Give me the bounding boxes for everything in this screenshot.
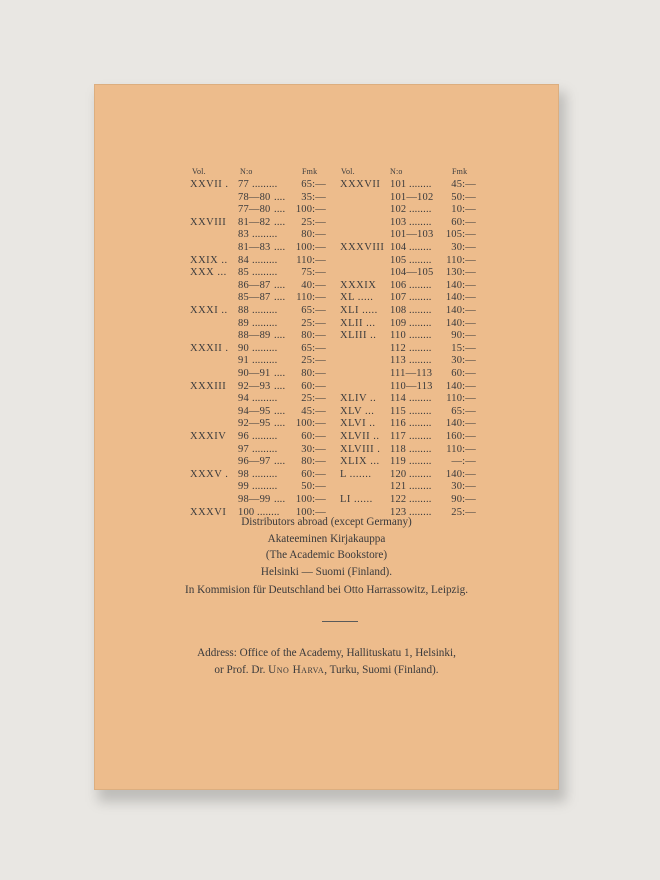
leader-dots: .... bbox=[274, 368, 285, 379]
leader-dots: .... bbox=[274, 279, 285, 291]
volume-label: XL ..... bbox=[340, 292, 374, 304]
volume-label: XXXVI bbox=[190, 506, 227, 518]
leader-dots: ........ bbox=[409, 330, 432, 342]
price-value: 105:— bbox=[445, 229, 476, 241]
price-value: 80:— bbox=[301, 456, 326, 468]
price-value: 45:— bbox=[301, 405, 326, 417]
left-header-fmk: Fmk bbox=[302, 167, 318, 176]
issue-number: 123 bbox=[390, 506, 407, 518]
price-value: 80:— bbox=[301, 229, 326, 241]
issue-number: 102 bbox=[390, 204, 407, 216]
price-value: 110:— bbox=[296, 292, 326, 304]
leader-dots: .... bbox=[274, 418, 285, 430]
price-value: 25:— bbox=[301, 317, 326, 329]
volume-label: XLIX ... bbox=[340, 456, 380, 468]
leader-dots: ........ bbox=[409, 494, 432, 505]
price-value: 30:— bbox=[451, 242, 476, 253]
issue-number: 88 bbox=[238, 305, 249, 316]
issue-number: 88—89 bbox=[238, 330, 271, 342]
price-value: 25:— bbox=[451, 506, 476, 518]
issue-number: 100 bbox=[238, 506, 255, 518]
leader-dots: ......... bbox=[252, 443, 278, 455]
price-value: 100:— bbox=[295, 242, 326, 253]
price-value: 75:— bbox=[301, 267, 326, 279]
volume-label: XLVIII . bbox=[340, 443, 381, 455]
leader-dots: .... bbox=[274, 242, 285, 253]
right-header-no: N:o bbox=[390, 167, 403, 176]
issue-number: 98—99 bbox=[238, 494, 271, 505]
leader-dots: ......... bbox=[252, 305, 278, 316]
price-value: 65:— bbox=[301, 342, 326, 354]
leader-dots: ........ bbox=[409, 216, 432, 228]
price-value: 110:— bbox=[446, 254, 476, 266]
leader-dots: .... bbox=[274, 216, 285, 228]
leader-dots: ........ bbox=[409, 254, 432, 266]
volume-label: XXXII . bbox=[190, 342, 229, 354]
leader-dots: ......... bbox=[252, 342, 278, 354]
price-value: 80:— bbox=[301, 368, 326, 379]
price-value: 100:— bbox=[295, 418, 326, 430]
leader-dots: ........ bbox=[409, 355, 432, 367]
issue-number: 109 bbox=[390, 317, 407, 329]
issue-number: 116 bbox=[390, 418, 406, 430]
issue-number: 113 bbox=[390, 355, 406, 367]
issue-number: 96 bbox=[238, 431, 249, 442]
issue-number: 83 bbox=[238, 229, 249, 241]
price-value: 140:— bbox=[445, 292, 476, 304]
price-value: 140:— bbox=[445, 418, 476, 430]
address-line-2 bbox=[94, 662, 559, 679]
issue-number: 107 bbox=[390, 292, 407, 304]
issue-number: 112 bbox=[390, 342, 406, 354]
issue-number: 122 bbox=[390, 494, 407, 505]
leader-dots: ......... bbox=[252, 481, 278, 493]
price-value: 160:— bbox=[445, 431, 476, 442]
price-value: 25:— bbox=[301, 393, 326, 405]
issue-number: 90—91 bbox=[238, 368, 271, 379]
volume-label: XXXIII bbox=[190, 380, 227, 392]
price-value: 45:— bbox=[451, 179, 476, 190]
price-value: 40:— bbox=[301, 279, 326, 291]
volume-label: XXXV . bbox=[190, 468, 229, 480]
volume-label: XLVI .. bbox=[340, 418, 376, 430]
price-value: 140:— bbox=[445, 279, 476, 291]
volume-label: XLI ..... bbox=[340, 305, 378, 316]
volume-label: XLV ... bbox=[340, 405, 375, 417]
leader-dots: ......... bbox=[252, 317, 278, 329]
issue-number: 117 bbox=[390, 431, 406, 442]
price-value: 15:— bbox=[451, 342, 476, 354]
leader-dots: .... bbox=[274, 380, 285, 392]
price-value: 65:— bbox=[301, 305, 326, 316]
price-value: 30:— bbox=[301, 443, 326, 455]
left-header-vol: Vol. bbox=[192, 167, 206, 176]
leader-dots: .... bbox=[274, 456, 285, 468]
leader-dots: ........ bbox=[409, 481, 432, 493]
back-cover bbox=[94, 84, 559, 790]
issue-number: 108 bbox=[390, 305, 407, 316]
price-value: 110:— bbox=[296, 254, 326, 266]
issue-number: 77—80 bbox=[238, 204, 271, 216]
volume-label: XXIX .. bbox=[190, 254, 228, 266]
volume-label: XLII ... bbox=[340, 317, 376, 329]
issue-number: 110 bbox=[390, 330, 406, 342]
issue-number: 85 bbox=[238, 267, 249, 279]
leader-dots: ........ bbox=[409, 418, 432, 430]
issue-number: 106 bbox=[390, 279, 407, 291]
leader-dots: .... bbox=[274, 191, 285, 203]
leader-dots: ......... bbox=[252, 393, 278, 405]
price-value: 140:— bbox=[445, 317, 476, 329]
volume-label: XXVII . bbox=[190, 179, 229, 190]
volume-label: XXXVIII bbox=[340, 242, 385, 253]
issue-number: 115 bbox=[390, 405, 406, 417]
issue-number: 121 bbox=[390, 481, 407, 493]
issue-number: 120 bbox=[390, 468, 407, 480]
price-value: 140:— bbox=[445, 468, 476, 480]
issue-number: 104 bbox=[390, 242, 407, 253]
volume-label: XXX ... bbox=[190, 267, 227, 279]
leader-dots: ......... bbox=[252, 179, 278, 190]
price-value: 25:— bbox=[301, 216, 326, 228]
issue-number: 96—97 bbox=[238, 456, 271, 468]
address-prefix: or Prof. Dr. bbox=[214, 663, 266, 676]
price-value: 80:— bbox=[301, 330, 326, 342]
price-value: 90:— bbox=[451, 494, 476, 505]
price-value: 25:— bbox=[301, 355, 326, 367]
right-header-fmk: Fmk bbox=[452, 167, 468, 176]
distributor-name-english: (The Academic Bookstore) bbox=[265, 549, 388, 561]
price-table bbox=[94, 84, 559, 518]
leader-dots: ........ bbox=[409, 468, 432, 480]
issue-number: 77 bbox=[238, 179, 249, 190]
leader-dots: ........ bbox=[409, 431, 432, 442]
issue-number: 81—83 bbox=[238, 242, 271, 253]
leader-dots: .... bbox=[274, 494, 285, 505]
issue-number: 101—103 bbox=[390, 229, 434, 241]
kommission-line: In Kommision für Deutschland bei Otto Harrassowitz, Leipzig. bbox=[184, 584, 469, 596]
divider-rule bbox=[322, 621, 358, 622]
issue-number: 97 bbox=[238, 443, 249, 455]
issue-number: 105 bbox=[390, 254, 407, 266]
issue-number: 92—95 bbox=[238, 418, 271, 430]
issue-number: 81—82 bbox=[238, 216, 271, 228]
leader-dots: ........ bbox=[409, 456, 432, 468]
issue-number: 114 bbox=[390, 393, 406, 405]
right-header-vol: Vol. bbox=[341, 167, 355, 176]
volume-label: XXXI .. bbox=[190, 305, 228, 316]
price-value: 60:— bbox=[301, 468, 326, 480]
leader-dots: ........ bbox=[409, 305, 432, 316]
distributor-name: Akateeminen Kirjakauppa bbox=[267, 532, 386, 545]
issue-number: 84 bbox=[238, 254, 249, 266]
leader-dots: .... bbox=[274, 330, 285, 342]
issue-number: 78—80 bbox=[238, 191, 271, 203]
price-value: 130:— bbox=[445, 267, 476, 279]
price-value: 60:— bbox=[451, 216, 476, 228]
leader-dots: ........ bbox=[409, 317, 432, 329]
leader-dots: ........ bbox=[409, 405, 432, 417]
contact-name: Uno Harva bbox=[268, 663, 325, 676]
volume-label: XLIV .. bbox=[340, 393, 377, 405]
price-value: 60:— bbox=[301, 380, 326, 392]
issue-number: 90 bbox=[238, 342, 249, 354]
issue-number: 89 bbox=[238, 317, 249, 329]
issue-number: 86—87 bbox=[238, 279, 271, 291]
volume-label: L ....... bbox=[340, 468, 372, 480]
issue-number: 110—113 bbox=[390, 380, 433, 392]
leader-dots: ......... bbox=[252, 431, 278, 442]
leader-dots: ........ bbox=[409, 506, 432, 518]
price-value: 100:— bbox=[295, 204, 326, 216]
leader-dots: ........ bbox=[257, 506, 280, 518]
price-value: 65:— bbox=[301, 179, 326, 190]
leader-dots: ......... bbox=[252, 229, 278, 241]
volume-label: XXXIX bbox=[340, 279, 377, 291]
issue-number: 98 bbox=[238, 468, 249, 480]
price-value: 50:— bbox=[451, 191, 476, 203]
issue-number: 94—95 bbox=[238, 405, 271, 417]
address-line-1: Address: Office of the Academy, Hallituskatu 1, Helsinki, bbox=[197, 647, 456, 659]
volume-label: XXVIII bbox=[190, 216, 227, 228]
address-suffix: , Turku, Suomi (Finland). bbox=[324, 663, 439, 676]
issue-number: 92—93 bbox=[238, 380, 271, 392]
price-value: 90:— bbox=[451, 330, 476, 342]
volume-label: XLVII .. bbox=[340, 431, 380, 442]
price-value: 60:— bbox=[301, 431, 326, 442]
leader-dots: ........ bbox=[409, 342, 432, 354]
distributors-block bbox=[94, 514, 559, 580]
issue-number: 101—102 bbox=[390, 191, 434, 203]
price-value: 10:— bbox=[451, 204, 476, 216]
price-value: 65:— bbox=[451, 405, 476, 417]
volume-label: XXXIV bbox=[190, 431, 227, 442]
issue-number: 94 bbox=[238, 393, 249, 405]
distributors-heading: Distributors abroad (except Germany) bbox=[241, 516, 412, 528]
leader-dots: ........ bbox=[409, 393, 432, 405]
price-value: 110:— bbox=[446, 393, 476, 405]
leader-dots: ......... bbox=[252, 468, 278, 480]
leader-dots: ........ bbox=[409, 179, 432, 190]
leader-dots: ......... bbox=[252, 267, 278, 279]
price-value: 30:— bbox=[451, 355, 476, 367]
price-value: 30:— bbox=[451, 481, 476, 493]
volume-label: XXXVII bbox=[340, 179, 381, 190]
volume-label: XLIII .. bbox=[340, 330, 377, 342]
leader-dots: .... bbox=[274, 405, 285, 417]
price-value: 100:— bbox=[295, 506, 326, 518]
leader-dots: ......... bbox=[252, 254, 278, 266]
leader-dots: ........ bbox=[409, 279, 432, 291]
price-value: 110:— bbox=[446, 443, 476, 455]
address-block bbox=[94, 645, 559, 678]
leader-dots: ........ bbox=[409, 242, 432, 253]
price-value: —:— bbox=[451, 456, 476, 468]
issue-number: 119 bbox=[390, 456, 406, 468]
price-value: 35:— bbox=[301, 191, 326, 203]
left-header-no: N:o bbox=[240, 167, 253, 176]
issue-number: 104—105 bbox=[390, 267, 434, 279]
price-value: 140:— bbox=[445, 380, 476, 392]
issue-number: 99 bbox=[238, 481, 249, 493]
issue-number: 118 bbox=[390, 443, 406, 455]
distributor-location: Helsinki — Suomi (Finland). bbox=[260, 565, 393, 578]
issue-number: 91 bbox=[238, 355, 249, 367]
issue-number: 85—87 bbox=[238, 292, 271, 304]
price-value: 60:— bbox=[451, 368, 476, 379]
issue-number: 101 bbox=[390, 179, 407, 190]
issue-number: 111—113 bbox=[390, 368, 433, 379]
leader-dots: .... bbox=[274, 204, 285, 216]
leader-dots: .... bbox=[274, 292, 285, 304]
volume-label: LI ...... bbox=[340, 494, 373, 505]
leader-dots: ......... bbox=[252, 355, 278, 367]
price-value: 100:— bbox=[295, 494, 326, 505]
leader-dots: ........ bbox=[409, 292, 432, 304]
issue-number: 103 bbox=[390, 216, 407, 228]
price-value: 50:— bbox=[301, 481, 326, 493]
leader-dots: ........ bbox=[409, 443, 432, 455]
price-value: 140:— bbox=[445, 305, 476, 316]
leader-dots: ........ bbox=[409, 204, 432, 216]
